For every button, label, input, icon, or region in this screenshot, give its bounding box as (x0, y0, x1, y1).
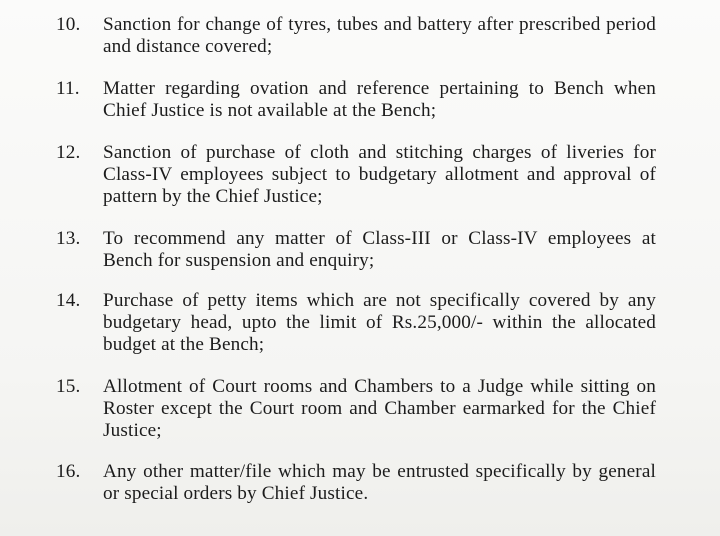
item-text: Sanction of purchase of cloth and stitching charges of liveries for Class-IV employees subject to budgetary allotment and approval of pattern by the Chief Justice; (103, 142, 656, 207)
item-text: Any other matter/file which may be entrusted specifically by general or special orders by Chief Justice. (103, 461, 656, 504)
item-text: Sanction for change of tyres, tubes and battery after prescribed period and distance covered; (103, 14, 656, 57)
list-item (56, 14, 656, 58)
item-number: 10. (56, 14, 81, 35)
item-text: To recommend any matter of Class-III or Class-IV employees at Bench for suspension and enquiry; (103, 228, 656, 271)
item-number: 14. (56, 290, 81, 311)
list-item (56, 228, 656, 272)
list-item (56, 142, 656, 208)
item-number: 16. (56, 461, 81, 482)
item-text: Matter regarding ovation and reference pertaining to Bench when Chief Justice is not available at the Bench; (103, 78, 656, 121)
item-number: 11. (56, 78, 80, 99)
list-item (56, 461, 656, 505)
item-number: 15. (56, 376, 81, 397)
list-item (56, 376, 656, 442)
numbered-list (56, 14, 656, 505)
list-item (56, 78, 656, 122)
list-item (56, 290, 656, 356)
item-text: Allotment of Court rooms and Chambers to a Judge while sitting on Roster except the Court room and Chamber earmarked for the Chief Justice; (103, 376, 656, 441)
item-number: 13. (56, 228, 81, 249)
item-number: 12. (56, 142, 81, 163)
item-text: Purchase of petty items which are not specifically covered by any budgetary head, upto the limit of Rs.25,000/- within the allocated budget at the Bench; (103, 290, 656, 355)
